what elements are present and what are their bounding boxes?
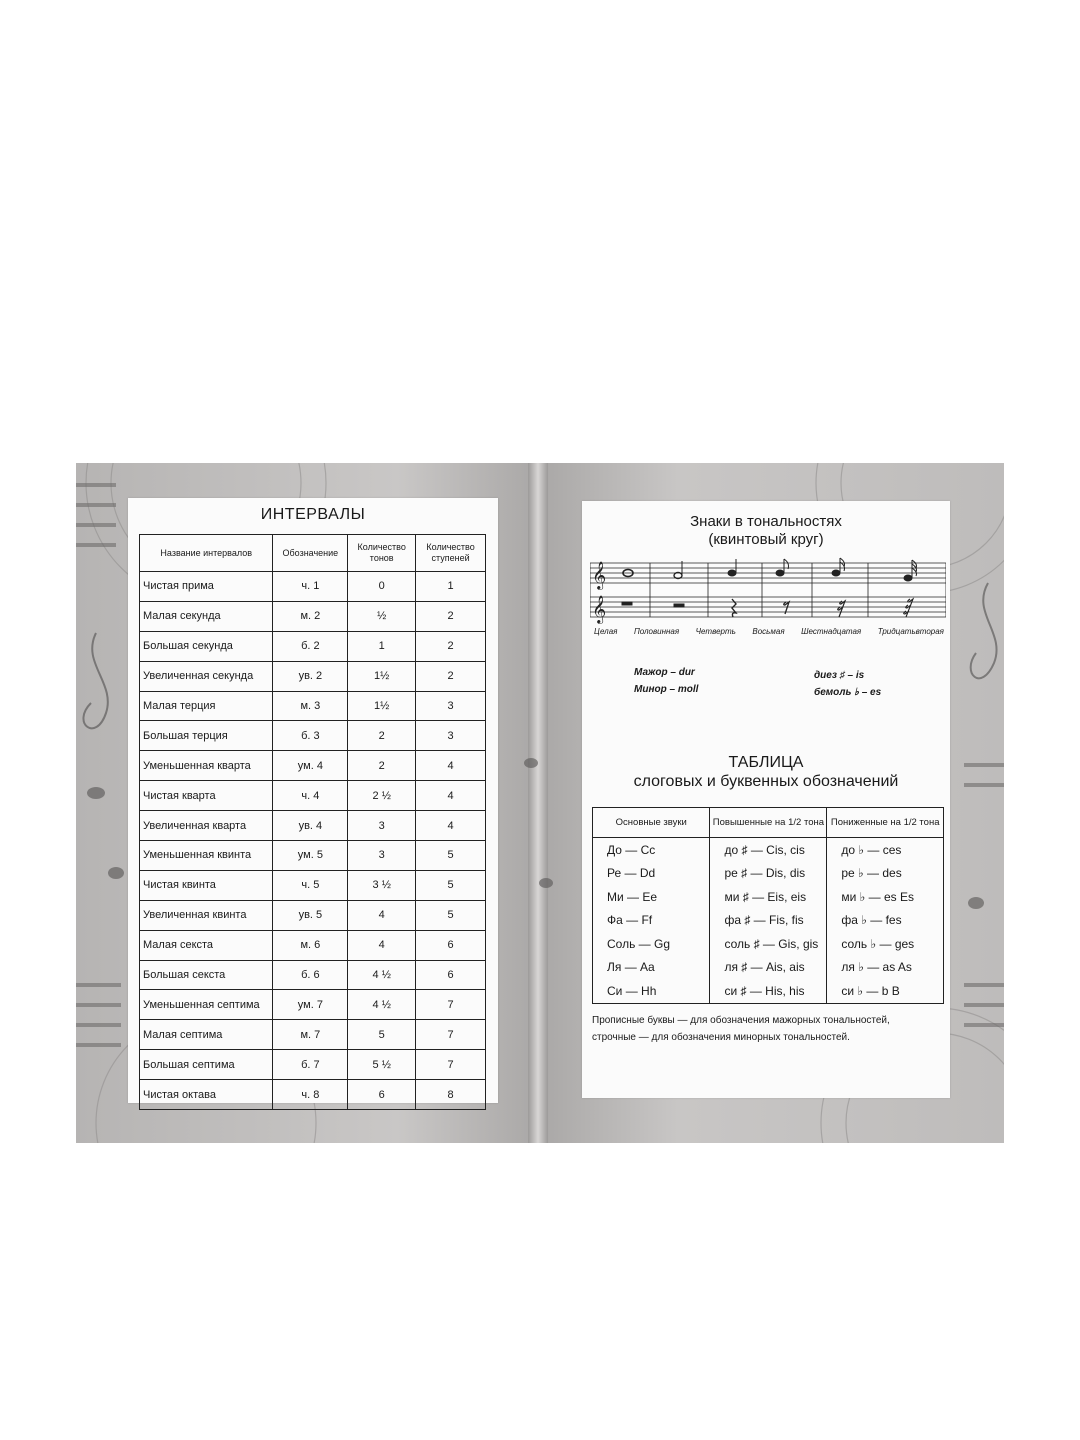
syllable-table-header	[593, 808, 944, 838]
keys-title: Знаки в тональностях	[690, 513, 842, 530]
interval-name: Большая терция	[140, 721, 273, 751]
interval-tones: 3	[348, 841, 416, 871]
basic-sound: Ми — Ee	[593, 885, 710, 909]
interval-name: Чистая кварта	[140, 781, 273, 811]
basic-sound: Ля — Aa	[593, 956, 710, 980]
lowered-sound: соль ♭ — ges	[827, 932, 944, 956]
notation-note	[592, 1012, 942, 1046]
minor-label: Минор – moll	[634, 684, 699, 695]
interval-name: Чистая прима	[140, 572, 273, 602]
interval-tones: 4 ½	[348, 960, 416, 990]
interval-name: Большая секунда	[140, 631, 273, 661]
basic-sound: Си — Hh	[593, 979, 710, 1003]
interval-steps: 2	[416, 601, 486, 631]
lowered-sound: ля ♭ — as As	[827, 956, 944, 980]
interval-tones: ½	[348, 601, 416, 631]
interval-tones: 4	[348, 900, 416, 930]
interval-designation: м. 6	[273, 930, 348, 960]
table-row	[140, 900, 486, 930]
interval-tones: 3	[348, 811, 416, 841]
interval-name: Малая секста	[140, 930, 273, 960]
duration-label: Шестнадцатая	[801, 627, 862, 636]
interval-steps: 8	[416, 1080, 486, 1110]
interval-tones: 3 ½	[348, 870, 416, 900]
table-row	[140, 691, 486, 721]
interval-tones: 2	[348, 721, 416, 751]
duration-label: Целая	[594, 627, 618, 636]
column-header-steps: Количество ступеней	[416, 535, 486, 572]
half-note-icon	[674, 573, 682, 579]
interval-designation: ч. 1	[273, 572, 348, 602]
quarter-note-icon	[728, 570, 736, 576]
lowered-sound: ми ♭ — es Es	[827, 885, 944, 909]
table-row	[140, 960, 486, 990]
interval-designation: ув. 2	[273, 661, 348, 691]
svg-text:𝄞: 𝄞	[592, 595, 607, 623]
interval-steps: 2	[416, 631, 486, 661]
interval-steps: 7	[416, 990, 486, 1020]
interval-tones: 4	[348, 930, 416, 960]
duration-label: Восьмая	[752, 627, 785, 636]
thirtysecond-note-icon	[904, 575, 912, 581]
interval-designation: м. 3	[273, 691, 348, 721]
interval-designation: ув. 4	[273, 811, 348, 841]
table-row	[140, 781, 486, 811]
sharp-label: диез ♯ – is	[814, 670, 865, 681]
interval-designation: м. 2	[273, 601, 348, 631]
whole-rest-icon	[622, 602, 632, 605]
table-row	[140, 631, 486, 661]
eighth-note-icon	[776, 570, 784, 576]
interval-name: Уменьшенная квинта	[140, 841, 273, 871]
interval-designation: м. 7	[273, 1020, 348, 1050]
interval-name: Уменьшенная кварта	[140, 751, 273, 781]
interval-name: Увеличенная секунда	[140, 661, 273, 691]
flat-label: бемоль ♭ – es	[814, 687, 882, 698]
interval-steps: 7	[416, 1050, 486, 1080]
column-header-tones: Количество тонов	[348, 535, 416, 572]
interval-steps: 6	[416, 960, 486, 990]
table-row	[140, 1050, 486, 1080]
table-row	[593, 838, 944, 862]
interval-tones: 0	[348, 572, 416, 602]
table-row	[140, 870, 486, 900]
interval-name: Малая терция	[140, 691, 273, 721]
durations-labels	[594, 627, 944, 636]
svg-text:𝄞: 𝄞	[592, 561, 607, 589]
lowered-sound: си ♭ — b B	[827, 979, 944, 1003]
interval-steps: 4	[416, 751, 486, 781]
raised-sound: фа ♯ — Fis, fis	[710, 909, 827, 933]
basic-sound: Фа — Ff	[593, 909, 710, 933]
interval-steps: 5	[416, 870, 486, 900]
interval-name: Увеличенная квинта	[140, 900, 273, 930]
basic-sound: До — Cc	[593, 838, 710, 862]
column-header-raised: Повышенные на 1/2 тона	[710, 808, 827, 838]
mode-names	[634, 664, 698, 698]
table-row	[593, 862, 944, 886]
table-row	[140, 811, 486, 841]
table-row	[140, 572, 486, 602]
interval-steps: 4	[416, 781, 486, 811]
intervals-table-header	[140, 535, 486, 572]
intervals-sheet	[128, 498, 498, 1103]
interval-name: Уменьшенная септима	[140, 990, 273, 1020]
interval-steps: 5	[416, 841, 486, 871]
accidental-names	[814, 667, 881, 701]
interval-tones: 5	[348, 1020, 416, 1050]
table-title: ТАБЛИЦА	[728, 754, 804, 771]
table-row	[140, 721, 486, 751]
column-header-name: Название интервалов	[140, 535, 273, 572]
table-subtitle: слоговых и буквенных обозначений	[633, 773, 899, 790]
raised-sound: до ♯ — Cis, cis	[710, 838, 827, 862]
interval-steps: 6	[416, 930, 486, 960]
keys-sheet	[582, 501, 950, 1098]
basic-sound: Соль — Gg	[593, 932, 710, 956]
interval-name: Большая секста	[140, 960, 273, 990]
table-row	[140, 930, 486, 960]
table-row	[593, 956, 944, 980]
intervals-title: ИНТЕРВАЛЫ	[260, 506, 366, 523]
interval-designation: ч. 8	[273, 1080, 348, 1110]
interval-designation: ч. 4	[273, 781, 348, 811]
treble-clef-icon	[592, 561, 606, 624]
interval-tones: 6	[348, 1080, 416, 1110]
interval-tones: 1½	[348, 661, 416, 691]
interval-name: Малая секунда	[140, 601, 273, 631]
table-row	[140, 1080, 486, 1110]
table-row	[593, 885, 944, 909]
book-spread	[76, 463, 1004, 1143]
interval-designation: ч. 5	[273, 870, 348, 900]
column-header-lowered: Пониженные на 1/2 тона	[827, 808, 944, 838]
lowered-sound: ре ♭ — des	[827, 862, 944, 886]
interval-tones: 5 ½	[348, 1050, 416, 1080]
interval-steps: 2	[416, 661, 486, 691]
interval-designation: б. 6	[273, 960, 348, 990]
interval-designation: б. 7	[273, 1050, 348, 1080]
note-line: строчные — для обозначения минорных тональностей.	[592, 1032, 850, 1043]
table-row	[593, 909, 944, 933]
interval-steps: 3	[416, 721, 486, 751]
interval-steps: 1	[416, 572, 486, 602]
table-row	[140, 841, 486, 871]
duration-label: Четверть	[695, 627, 736, 636]
interval-steps: 7	[416, 1020, 486, 1050]
sixteenth-rest-icon	[838, 601, 845, 617]
interval-tones: 1	[348, 631, 416, 661]
note-durations-staff	[590, 557, 946, 637]
syllable-letter-table	[592, 807, 944, 1004]
table-row	[140, 601, 486, 631]
raised-sound: ре ♯ — Dis, dis	[710, 862, 827, 886]
lowered-sound: фа ♭ — fes	[827, 909, 944, 933]
interval-designation: ум. 4	[273, 751, 348, 781]
lowered-sound: до ♭ — ces	[827, 838, 944, 862]
interval-tones: 2	[348, 751, 416, 781]
interval-designation: ув. 5	[273, 900, 348, 930]
interval-name: Большая септима	[140, 1050, 273, 1080]
raised-sound: соль ♯ — Gis, gis	[710, 932, 827, 956]
half-rest-icon	[674, 604, 684, 607]
interval-name: Малая септима	[140, 1020, 273, 1050]
note-line: Прописные буквы — для обозначения мажорных тональностей,	[592, 1015, 890, 1026]
interval-tones: 1½	[348, 691, 416, 721]
duration-label: Тридцатьвторая	[877, 627, 944, 636]
basic-sound: Ре — Dd	[593, 862, 710, 886]
raised-sound: ми ♯ — Eis, eis	[710, 885, 827, 909]
interval-designation: ум. 5	[273, 841, 348, 871]
interval-name: Чистая октава	[140, 1080, 273, 1110]
table-row	[593, 979, 944, 1003]
interval-steps: 3	[416, 691, 486, 721]
interval-name: Чистая квинта	[140, 870, 273, 900]
column-header-designation: Обозначение	[273, 535, 348, 572]
intervals-table	[139, 534, 486, 1110]
sixteenth-note-icon	[832, 570, 840, 576]
interval-designation: б. 2	[273, 631, 348, 661]
interval-steps: 5	[416, 900, 486, 930]
interval-tones: 2 ½	[348, 781, 416, 811]
interval-tones: 4 ½	[348, 990, 416, 1020]
interval-steps: 4	[416, 811, 486, 841]
table-row	[140, 751, 486, 781]
table-row	[140, 990, 486, 1020]
table-row	[140, 661, 486, 691]
column-header-basic: Основные звуки	[593, 808, 710, 838]
table-row	[140, 1020, 486, 1050]
interval-designation: б. 3	[273, 721, 348, 751]
raised-sound: ля ♯ — Ais, ais	[710, 956, 827, 980]
raised-sound: си ♯ — His, his	[710, 979, 827, 1003]
interval-designation: ум. 7	[273, 990, 348, 1020]
table-row	[593, 932, 944, 956]
duration-label: Половинная	[633, 627, 680, 636]
interval-name: Увеличенная кварта	[140, 811, 273, 841]
major-label: Мажор – dur	[634, 667, 695, 678]
keys-subtitle: (квинтовый круг)	[708, 531, 824, 548]
